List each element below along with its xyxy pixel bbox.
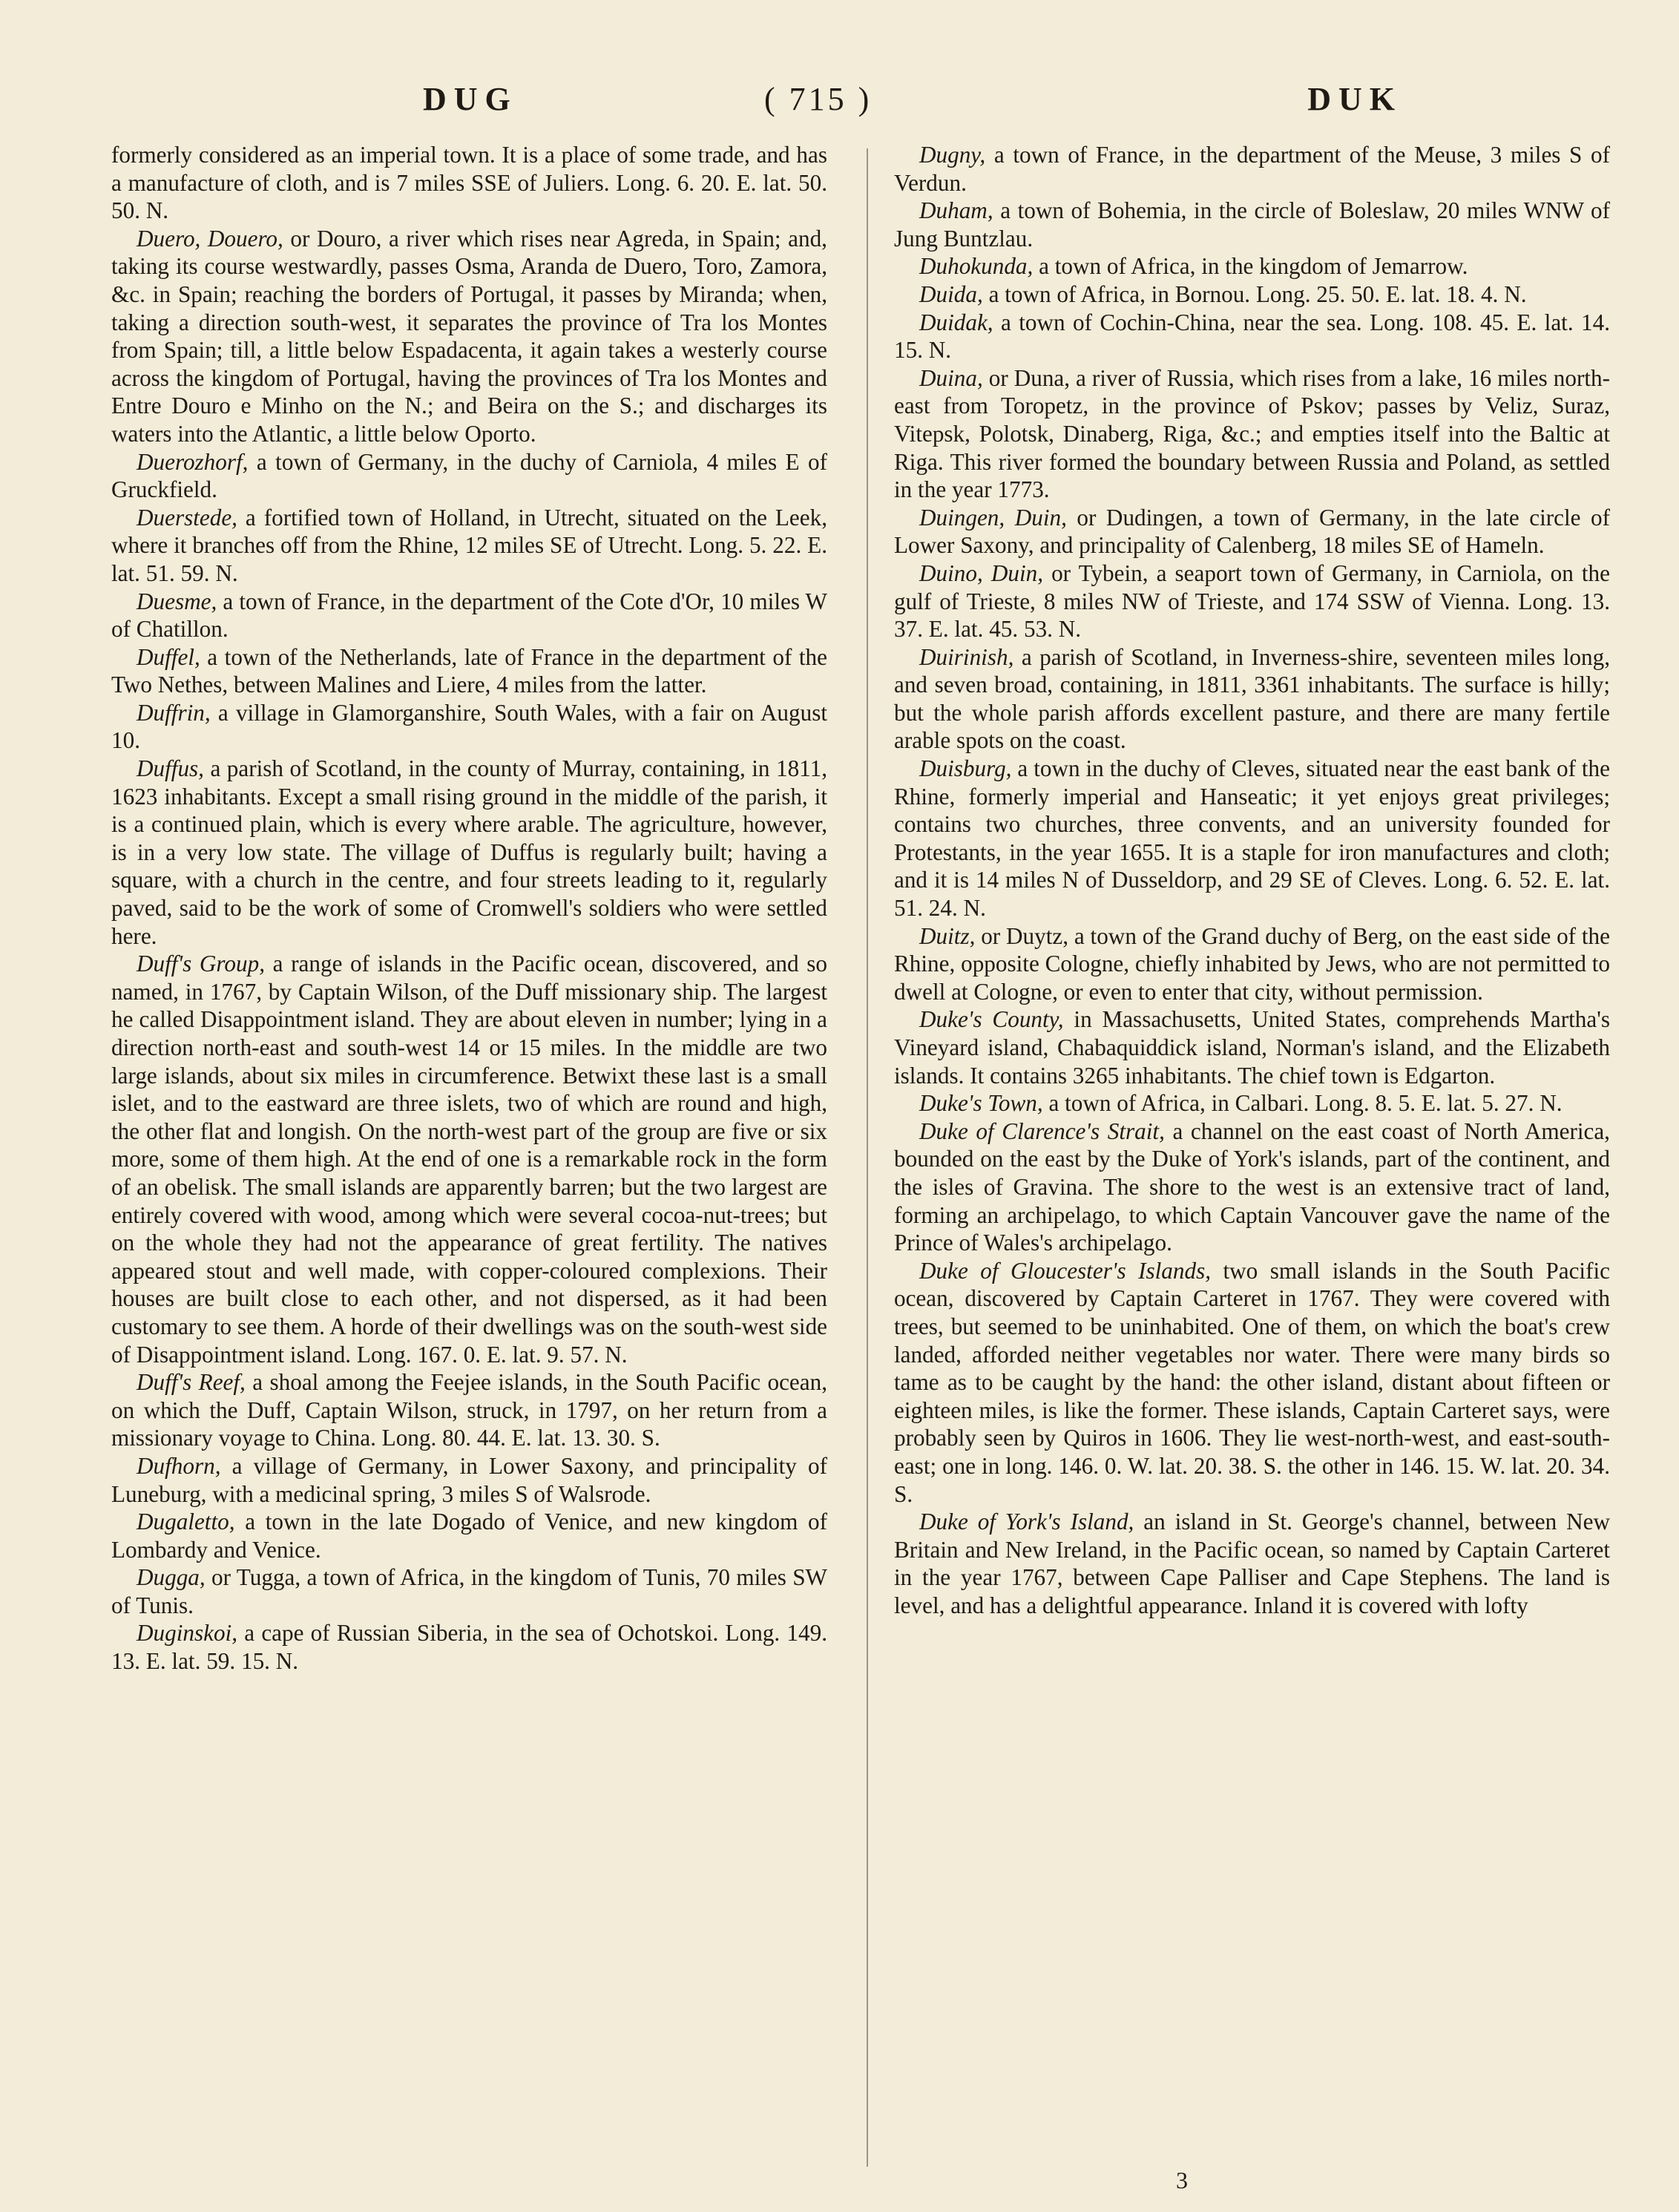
entry-headword: Duerozhorf, xyxy=(137,448,249,475)
entry-headword: Duham, xyxy=(919,197,993,224)
gazetteer-entry xyxy=(111,1452,827,1508)
entry-headword: Duidak, xyxy=(919,309,993,335)
entry-text: a town of the Netherlands, late of France in the department of the Two Nethes, between Malines and Liere, 4 miles from the latter. xyxy=(111,643,827,698)
entry-text: a town of Cochin-China, near the sea. Long. 108. 45. E. lat. 14. 15. N. xyxy=(894,309,1610,364)
entry-text: in Massachusetts, United States, comprehends Martha's Vineyard island, Chabaquiddick island, Norman's island, and the Elizabeth islands. It contains 3265 inhabitants. The chief town is Edgarton. xyxy=(894,1006,1610,1089)
entry-headword: Duida, xyxy=(919,280,983,307)
gazetteer-entry xyxy=(894,141,1610,197)
entry-text: a town of France, in the department of the Meuse, 3 miles S of Verdun. xyxy=(894,142,1610,196)
entry-text: a channel on the east coast of North America, bounded on the east by the Duke of York's islands, part of the continent, and the isles of Gravina. The shore to the west is an extensive tract of land, forming an archipelago, to which Captain Vancouver gave the name of the Prince of Wales's archipelago. xyxy=(894,1118,1610,1256)
entry-text: or Douro, a river which rises near Agreda, in Spain; and, taking its course westwardly, passes Osma, Aranda de Duero, Toro, Zamora, &c. in Spain; reaching the borders of Portugal, it passes by Miranda; when, taking a direction south-west, it separates the province of Tra los Montes from Spain; till, a little below Espadacenta, it again takes a westerly course across the kingdom of Portugal, having the provinces of Tra los Montes and Entre Douro e Minho on the N.; and Beira on the S.; and discharges its waters into the Atlantic, a little below Oporto. xyxy=(111,225,827,447)
entry-headword: Duffus, xyxy=(137,755,204,782)
entry-headword: Duke of York's Island, xyxy=(919,1509,1134,1535)
right-column xyxy=(894,141,1610,1619)
entry-headword: Duhokunda, xyxy=(919,253,1034,280)
entry-text: or Dudingen, a town of Germany, in the late circle of Lower Saxony, and principality of Calenberg, 18 miles SE of Hameln. xyxy=(894,504,1611,559)
entry-text: a village of Germany, in Lower Saxony, and principality of Luneburg, with a medicinal spring, 3 miles S of Walsrode. xyxy=(111,1452,827,1507)
entry-headword: Duina, xyxy=(919,364,983,391)
entry-headword: Duerstede, xyxy=(137,504,237,531)
gazetteer-entry xyxy=(111,448,827,504)
entry-text: a town of Africa, in Calbari. Long. 8. 5. E. lat. 5. 27. N. xyxy=(1042,1090,1563,1117)
entry-text: a parish of Scotland, in the county of Murray, containing, in 1811, 1623 inhabitants. Except a small rising ground in the middle of the parish, it is a continued plain, which is every where arable. The agriculture, however, is in a very low state. The village of Duffus is regularly built; having a square, with a church in the centre, and four streets leading to it, regularly paved, said to be the work of some of Cromwell's soldiers who were settled here. xyxy=(111,755,827,949)
gazetteer-entry xyxy=(111,588,827,643)
gazetteer-entry xyxy=(894,643,1610,755)
entry-text: a shoal among the Feejee islands, in the South Pacific ocean, on which the Duff, Captain Wilson, struck, in 1797, on her return from a missionary voyage to China. Long. 80. 44. E. lat. 13. 30. S. xyxy=(111,1369,827,1451)
gazetteer-entry xyxy=(894,1089,1610,1118)
gazetteer-entry xyxy=(894,309,1610,364)
entry-text: or Duytz, a town of the Grand duchy of Berg, on the east side of the Rhine, opposite Cologne, chiefly inhabited by Jews, who are not permitted to dwell at Cologne, or even to enter that city, without permission. xyxy=(894,922,1610,1005)
entry-text: a town of Germany, in the duchy of Carniola, 4 miles E of Gruckfield. xyxy=(111,448,827,503)
entry-text: a town in the duchy of Cleves, situated near the east bank of the Rhine, formerly imperial and Hanseatic; it yet enjoys great privileges; contains two churches, three convents, and an university founded for Protestants, in the year 1655. It is a staple for iron manufactures and cloth; and it is 14 miles N of Dusseldorp, and 29 SE of Cleves. Long. 6. 52. E. lat. 51. 24. N. xyxy=(894,755,1610,922)
gazetteer-entry xyxy=(111,225,827,448)
gazetteer-entry xyxy=(111,643,827,699)
gazetteer-entry xyxy=(894,922,1610,1006)
signature-mark: 3 xyxy=(1176,2167,1188,2193)
gazetteer-entry xyxy=(894,280,1610,309)
entry-text: a range of islands in the Pacific ocean, discovered, and so named, in 1767, by Captain Wilson, of the Duff missionary ship. The largest he called Disappointment island. They are about eleven in number; lying in a direction north-east and south-west 14 or 15 miles. In the middle are two large islands, about six miles in circumference. Betwixt these last is a small islet, and to the eastward are three islets, two of which are round and high, the other flat and longish. On the north-west part of the group are five or six more, some of them high. At the end of one is a remarkable rock in the form of an obelisk. The small islands are apparently barren; but the two largest are entirely covered with wood, among which were several cocoa-nut-trees; but on the whole they had not the appearance of great fertility. The natives appeared stout and well made, with copper-coloured complexions. Their houses are built close to each other, and not dispersed, as it had been customary to see them. A horde of their dwellings was on the south-west side of Disappointment island. Long. 167. 0. E. lat. 9. 57. N. xyxy=(111,951,827,1368)
entry-text: or Tugga, a town of Africa, in the kingdom of Tunis, 70 miles SW of Tunis. xyxy=(111,1564,827,1618)
entry-headword: Duffrin, xyxy=(137,699,211,726)
entry-headword: Dugny, xyxy=(919,142,986,168)
header-left-catchword: DUG xyxy=(423,81,518,117)
gazetteer-entry xyxy=(894,252,1610,280)
gazetteer-entry xyxy=(894,197,1610,252)
entry-headword: Duitz, xyxy=(919,922,976,949)
gazetteer-entry xyxy=(894,559,1610,643)
page-number: ( 715 ) xyxy=(764,81,873,117)
running-header xyxy=(111,80,1565,132)
entry-headword: Duke's Town, xyxy=(919,1090,1043,1117)
gazetteer-entry xyxy=(894,755,1610,922)
entry-text: formerly considered as an imperial town. It is a place of some trade, and has a manufacture of cloth, and is 7 miles SSE of Juliers. Long. 6. 20. E. lat. 50. 50. N. xyxy=(111,142,827,224)
gazetteer-entry xyxy=(111,1508,827,1563)
gazetteer-entry xyxy=(111,504,827,588)
entry-headword: Dugaletto, xyxy=(137,1509,235,1535)
entry-headword: Dugga, xyxy=(137,1564,206,1591)
entry-text: a town of Africa, in the kingdom of Jemarrow. xyxy=(1033,253,1468,280)
entry-text: a village in Glamorganshire, South Wales, with a fair on August 10. xyxy=(111,699,827,754)
entry-text: or Tybein, a seaport town of Germany, in Carniola, on the gulf of Trieste, 8 miles NW of Trieste, and 174 SSW of Vienna. Long. 13. 37. E. lat. 45. 53. N. xyxy=(894,559,1610,643)
gazetteer-entry xyxy=(111,950,827,1368)
entry-headword: Duirinish, xyxy=(919,643,1014,670)
entry-headword: Duff's Group, xyxy=(137,951,265,977)
column-rule xyxy=(867,148,868,2167)
gazetteer-entry xyxy=(894,504,1610,559)
gazetteer-entry xyxy=(111,1563,827,1619)
entry-headword: Duero, Douero, xyxy=(137,225,283,252)
gazetteer-entry xyxy=(111,699,827,755)
gazetteer-entry xyxy=(894,1005,1610,1089)
entry-text: a town of Bohemia, in the circle of Boleslaw, 20 miles WNW of Jung Buntzlau. xyxy=(894,197,1610,252)
entry-text: two small islands in the South Pacific ocean, discovered by Captain Carteret in 1767. They were covered with trees, but seemed to be uninhabited. One of them, on which the boat's crew landed, afforded neither vegetables nor water. There were many birds so tame as to be caught by the hand: the other island, distant about fifteen or eighteen miles, is like the former. These islands, Captain Carteret says, were probably seen by Quiros in 1606. They lie west-north-west, and east-south-east; one in long. 146. 0. W. lat. 20. 38. S. the other in 146. 15. W. lat. 20. 34. S. xyxy=(894,1257,1610,1507)
entry-headword: Duingen, Duin, xyxy=(919,504,1067,531)
entry-headword: Duke of Clarence's Strait, xyxy=(919,1118,1165,1144)
entry-text: a cape of Russian Siberia, in the sea of Ochotskoi. Long. 149. 13. E. lat. 59. 15. N. xyxy=(111,1620,827,1675)
entry-headword: Duffel, xyxy=(137,643,200,670)
entry-headword: Duke of Gloucester's Islands, xyxy=(919,1257,1212,1284)
entry-text: or Duna, a river of Russia, which rises from a lake, 16 miles north-east from Toropetz, in the province of Pskov; passes by Veliz, Suraz, Vitepsk, Polotsk, Dinaberg, Riga, &c.; and empties itself into the Baltic at Riga. This river formed the boundary between Russia and Poland, as settled in the year 1773. xyxy=(894,364,1610,503)
entry-headword: Dufhorn, xyxy=(137,1452,221,1479)
header-right-catchword: DUK xyxy=(1307,81,1402,117)
entry-headword: Duff's Reef, xyxy=(137,1369,246,1396)
entry-text: an island in St. George's channel, between New Britain and New Ireland, in the Pacific ocean, so named by Captain Carteret in the year 1767, between Cape Palliser and Cape Stephens. The land is level, and has a delightful appearance. Inland it is covered with lofty xyxy=(894,1509,1610,1618)
entry-headword: Duke's County, xyxy=(919,1006,1064,1033)
entry-headword: Duino, Duin, xyxy=(919,559,1044,586)
gazetteer-entry xyxy=(894,364,1610,504)
gazetteer-entry xyxy=(111,1619,827,1675)
left-column xyxy=(111,141,827,1676)
entry-headword: Duesme, xyxy=(137,588,217,614)
entry-headword: Duisburg, xyxy=(919,755,1012,782)
entry-text: a parish of Scotland, in Inverness-shire, seventeen miles long, and seven broad, containing, in 1811, 3361 inhabitants. The surface is hilly; but the whole parish affords excellent pasture, and there are many fertile arable spots on the coast. xyxy=(894,643,1610,754)
gazetteer-entry xyxy=(894,1508,1610,1619)
entry-text: a town of France, in the department of the Cote d'Or, 10 miles W of Chatillon. xyxy=(111,588,827,643)
gazetteer-entry xyxy=(111,755,827,950)
gazetteer-entry xyxy=(111,1368,827,1452)
entry-text: a town of Africa, in Bornou. Long. 25. 50. E. lat. 18. 4. N. xyxy=(982,280,1527,307)
gazetteer-entry xyxy=(111,141,827,225)
gazetteer-entry xyxy=(894,1118,1610,1257)
entry-headword: Duginskoi, xyxy=(137,1620,238,1647)
gazetteer-entry xyxy=(894,1257,1610,1508)
entry-text: a fortified town of Holland, in Utrecht, situated on the Leek, where it branches off from the Rhine, 12 miles SE of Utrecht. Long. 5. 22. E. lat. 51. 59. N. xyxy=(111,504,827,586)
entry-text: a town in the late Dogado of Venice, and new kingdom of Lombardy and Venice. xyxy=(111,1509,827,1563)
